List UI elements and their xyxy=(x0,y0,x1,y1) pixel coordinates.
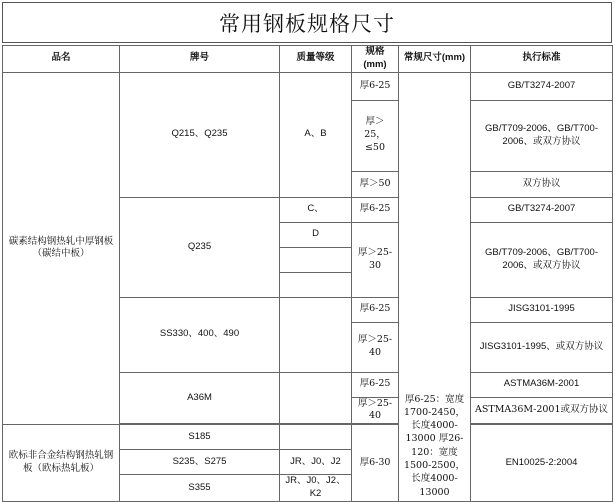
header-name: 品名 xyxy=(3,46,120,73)
spec-cell: 厚6-25 xyxy=(352,297,399,322)
standard-cell: GB/T3274-2007 xyxy=(471,197,613,222)
standard-cell: EN10025-2:2004 xyxy=(471,425,613,502)
standard-cell: JISG3101-1995、或双方协议 xyxy=(471,322,613,372)
grade-cell: A36M xyxy=(120,372,280,424)
standard-cell: ASTMA36M-2001或双方协议 xyxy=(471,397,613,424)
header-standard: 执行标准 xyxy=(471,46,613,73)
spec-cell: 厚6-25 xyxy=(352,197,399,222)
header-grade: 牌号 xyxy=(120,46,280,73)
table-title: 常用钢板规格尺寸 xyxy=(2,2,612,43)
standard-cell: GB/T709-2006、GB/T700-2006、或双方协议 xyxy=(471,100,613,171)
spec-cell: 厚6-30 xyxy=(352,425,399,502)
header-spec: 规格(mm) xyxy=(352,46,399,73)
table-row xyxy=(3,425,613,450)
grade-cell: Q235 xyxy=(120,197,280,297)
header-common-size: 常规尺寸(mm) xyxy=(399,46,471,73)
spec-cell: 厚＞50 xyxy=(352,171,399,197)
standard-cell: ASTMA36M-2001 xyxy=(471,372,613,397)
spec-cell: 厚6-25 xyxy=(352,372,399,397)
grade-cell: S235、S275 xyxy=(120,450,280,475)
header-quality: 质量等级 xyxy=(280,46,352,73)
spec-cell: 厚6-25 xyxy=(352,72,399,100)
quality-cell: JR、J0、J2 xyxy=(280,450,352,475)
quality-cell xyxy=(280,297,352,372)
grade-cell: S355 xyxy=(120,475,280,502)
quality-cell: JR、J0、J2、K2 xyxy=(280,475,352,502)
quality-cell xyxy=(280,272,352,297)
grade-cell: SS330、400、490 xyxy=(120,297,280,372)
standard-cell: JISG3101-1995 xyxy=(471,297,613,322)
spec-cell: 厚＞25-40 xyxy=(352,397,399,424)
table-row xyxy=(3,72,613,100)
steel-spec-table xyxy=(2,45,613,502)
standard-cell: GB/T3274-2007 xyxy=(471,72,613,100)
spec-cell: 厚＞25-40 xyxy=(352,322,399,372)
common-size-cell: 厚6-25：宽度1700-2450，长度4000-13000 厚26-120：宽度1500-2500，长度4000-13000 xyxy=(399,72,471,501)
standard-cell: GB/T709-2006、GB/T700-2006、或双方协议 xyxy=(471,222,613,297)
quality-cell: A、B xyxy=(280,72,352,197)
product-name-carbon: 碳素结构钢热轧中厚钢板（碳结中板） xyxy=(3,72,120,425)
grade-cell: Q215、Q235 xyxy=(120,72,280,197)
product-name-euro: 欧标非合金结构钢热轧钢板（欧标热轧板） xyxy=(3,425,120,502)
spec-cell: 厚＞25-30 xyxy=(352,222,399,297)
grade-cell: S185 xyxy=(120,425,280,450)
spec-cell: 厚＞25，≤50 xyxy=(352,100,399,171)
quality-cell xyxy=(280,247,352,272)
quality-cell xyxy=(280,372,352,424)
quality-cell: C、 xyxy=(280,197,352,222)
quality-cell: D xyxy=(280,222,352,247)
standard-cell: 双方协议 xyxy=(471,171,613,197)
header-row xyxy=(3,46,613,73)
quality-cell xyxy=(280,425,352,450)
